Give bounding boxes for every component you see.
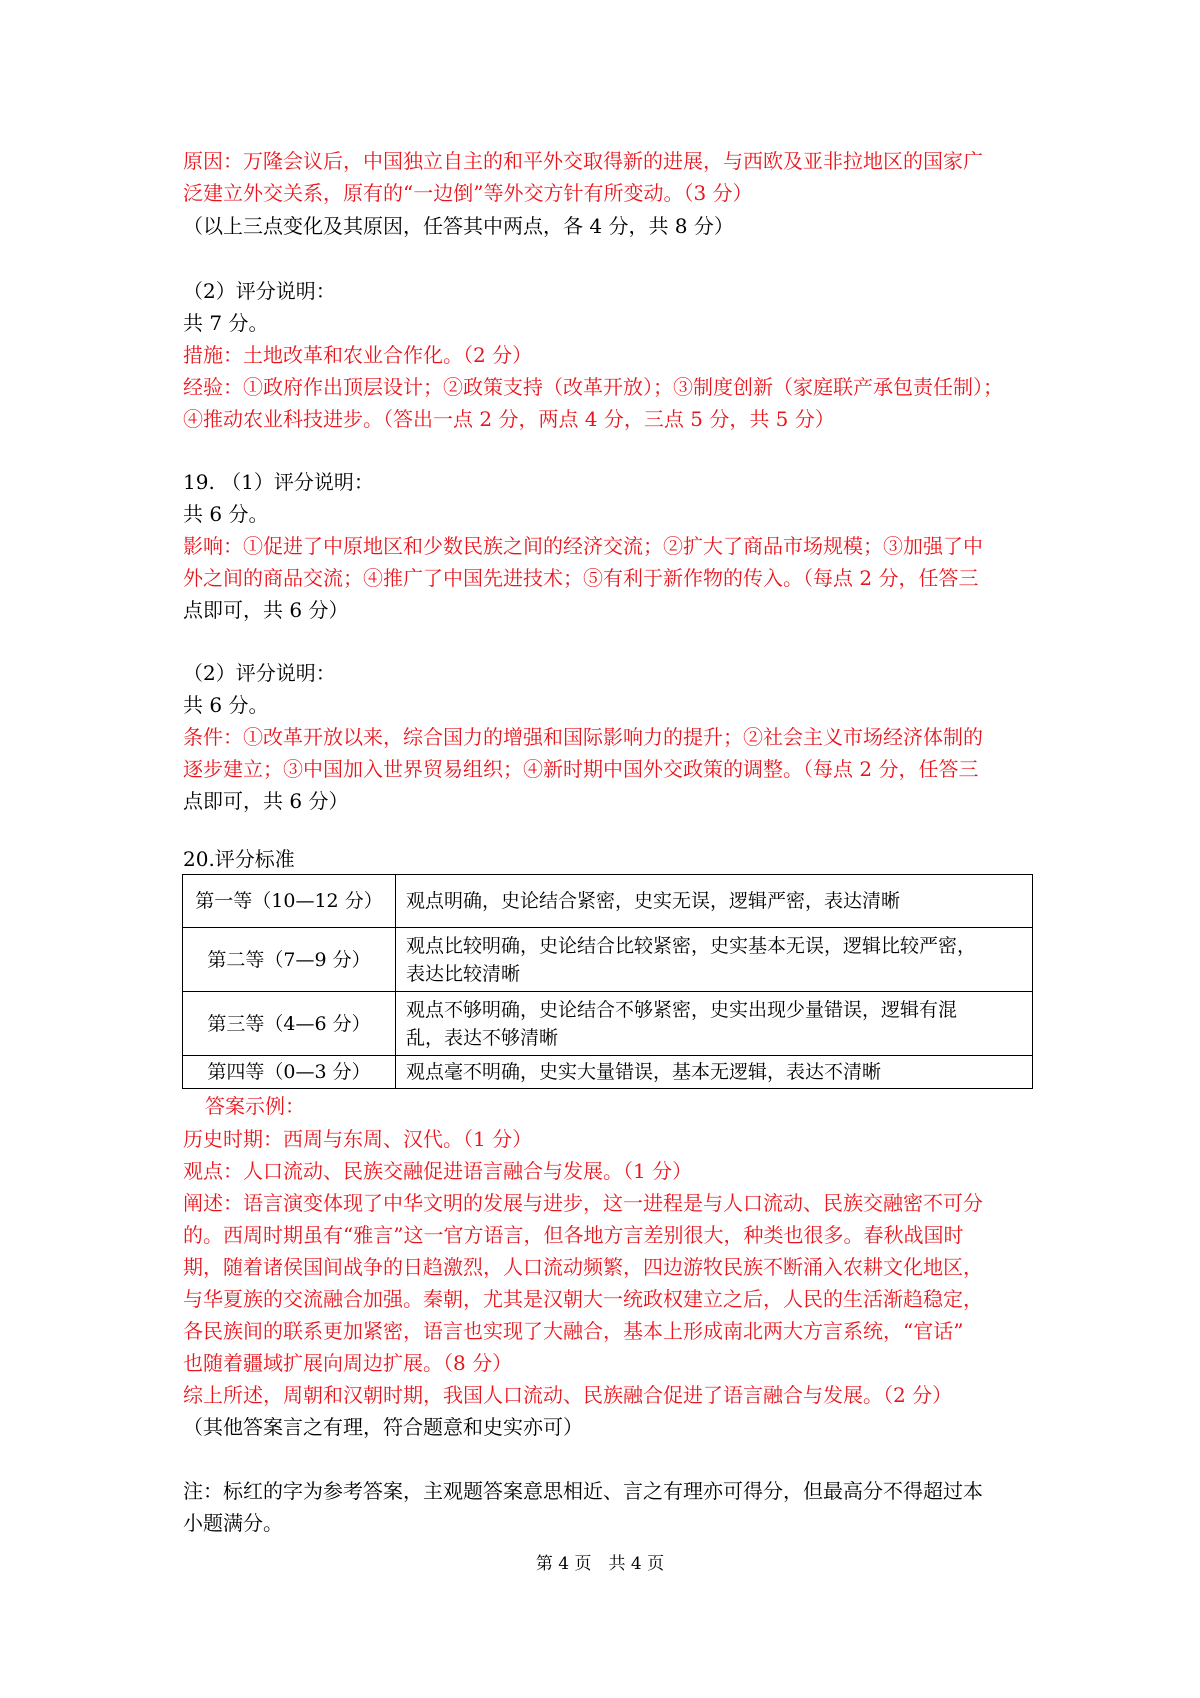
q20-elaboration-line3: 期，随着诸侯国间战争的日趋激烈，人口流动频繁，四边游牧民族不断涌入农耕文化地区， — [183, 1255, 983, 1279]
table-row — [183, 928, 1033, 992]
q20-elaboration-line6: 也随着疆域扩展向周边扩展。（8 分） — [183, 1351, 513, 1375]
q18-part2-heading: （2）评分说明： — [183, 279, 336, 303]
table-row — [183, 1056, 1033, 1089]
grade-description: 观点不够明确，史论结合不够紧密，史实出现少量错误，逻辑有混 乱，表达不够清晰 — [396, 992, 1033, 1056]
q20-elaboration-line5: 各民族间的联系更加紧密，语言也实现了大融合，基本上形成南北两大方言系统，“官话” — [183, 1319, 964, 1343]
q18-reason-line2: 泛建立外交关系，原有的“一边倒”等外交方针有所变动。（3 分） — [183, 181, 753, 205]
q19-part1-heading: 19. （1）评分说明： — [183, 470, 374, 494]
q19-conditions-line1: 条件：①改革开放以来，综合国力的增强和国际影响力的提升；②社会主义市场经济体制的 — [183, 725, 983, 749]
q19-conditions-line2: 逐步建立；③中国加入世界贸易组织；④新时期中国外交政策的调整。（每点 2 分，任答三 — [183, 757, 979, 781]
page-number-footer: 第 4 页 共 4 页 — [535, 1554, 665, 1574]
q20-period: 历史时期：西周与东周、汉代。（1 分） — [183, 1127, 533, 1151]
footnote-line2: 小题满分。 — [183, 1511, 283, 1535]
q18-measures: 措施：土地改革和农业合作化。（2 分） — [183, 343, 533, 367]
q20-heading: 20.评分标准 — [183, 847, 295, 871]
q19-impact-line1: 影响：①促进了中原地区和少数民族之间的经济交流；②扩大了商品市场规模；③加强了中 — [183, 534, 983, 558]
grading-criteria-table — [182, 874, 1033, 1089]
q18-reason-line1: 原因：万隆会议后，中国独立自主的和平外交取得新的进展，与西欧及亚非拉地区的国家广 — [183, 149, 983, 173]
q18-part1-scoring-note: （以上三点变化及其原因，任答其中两点，各 4 分，共 8 分） — [183, 214, 734, 238]
table-row — [183, 992, 1033, 1056]
q20-summary: 综上所述，周朝和汉朝时期，我国人口流动、民族融合促进了语言融合与发展。（2 分） — [183, 1383, 953, 1407]
q19-part2-heading: （2）评分说明： — [183, 661, 336, 685]
footnote-line1: 注：标红的字为参考答案，主观题答案意思相近、言之有理亦可得分，但最高分不得超过本 — [183, 1479, 983, 1503]
q19-conditions-line3: 点即可，共 6 分） — [183, 789, 349, 813]
grade-description: 观点比较明确，史论结合比较紧密，史实基本无误，逻辑比较严密， 表达比较清晰 — [396, 928, 1033, 992]
grade-level: 第四等（0—3 分） — [183, 1056, 396, 1089]
q19-part1-total: 共 6 分。 — [183, 502, 269, 526]
q18-experience-line1: 经验：①政府作出顶层设计；②政策支持（改革开放）；③制度创新（家庭联产承包责任制）； — [183, 375, 1003, 399]
table-row — [183, 875, 1033, 928]
q19-part2-total: 共 6 分。 — [183, 693, 269, 717]
q19-impact-line3: 点即可，共 6 分） — [183, 598, 349, 622]
q19-impact-line2: 外之间的商品交流；④推广了中国先进技术；⑤有利于新作物的传入。（每点 2 分，任答三 — [183, 566, 979, 590]
grade-level: 第二等（7—9 分） — [183, 928, 396, 992]
q20-other-answers-note: （其他答案言之有理，符合题意和史实亦可） — [183, 1415, 583, 1439]
q18-experience-line2: ④推动农业科技进步。（答出一点 2 分，两点 4 分，三点 5 分，共 5 分） — [183, 407, 835, 431]
q20-elaboration-line1: 阐述：语言演变体现了中华文明的发展与进步，这一进程是与人口流动、民族交融密不可分 — [183, 1191, 983, 1215]
q20-elaboration-line2: 的。西周时期虽有“雅言”这一官方语言，但各地方言差别很大，种类也很多。春秋战国时 — [183, 1223, 964, 1247]
q20-elaboration-line4: 与华夏族的交流融合加强。秦朝，尤其是汉朝大一统政权建立之后，人民的生活渐趋稳定， — [183, 1287, 983, 1311]
grade-level: 第三等（4—6 分） — [183, 992, 396, 1056]
grade-level: 第一等（10—12 分） — [183, 875, 396, 928]
grade-description: 观点明确，史论结合紧密，史实无误，逻辑严密，表达清晰 — [396, 875, 1033, 928]
q18-part2-total: 共 7 分。 — [183, 311, 269, 335]
grade-description: 观点毫不明确，史实大量错误，基本无逻辑，表达不清晰 — [396, 1056, 1033, 1089]
q20-viewpoint: 观点：人口流动、民族交融促进语言融合与发展。（1 分） — [183, 1159, 693, 1183]
answer-example-label: 答案示例： — [205, 1094, 305, 1118]
